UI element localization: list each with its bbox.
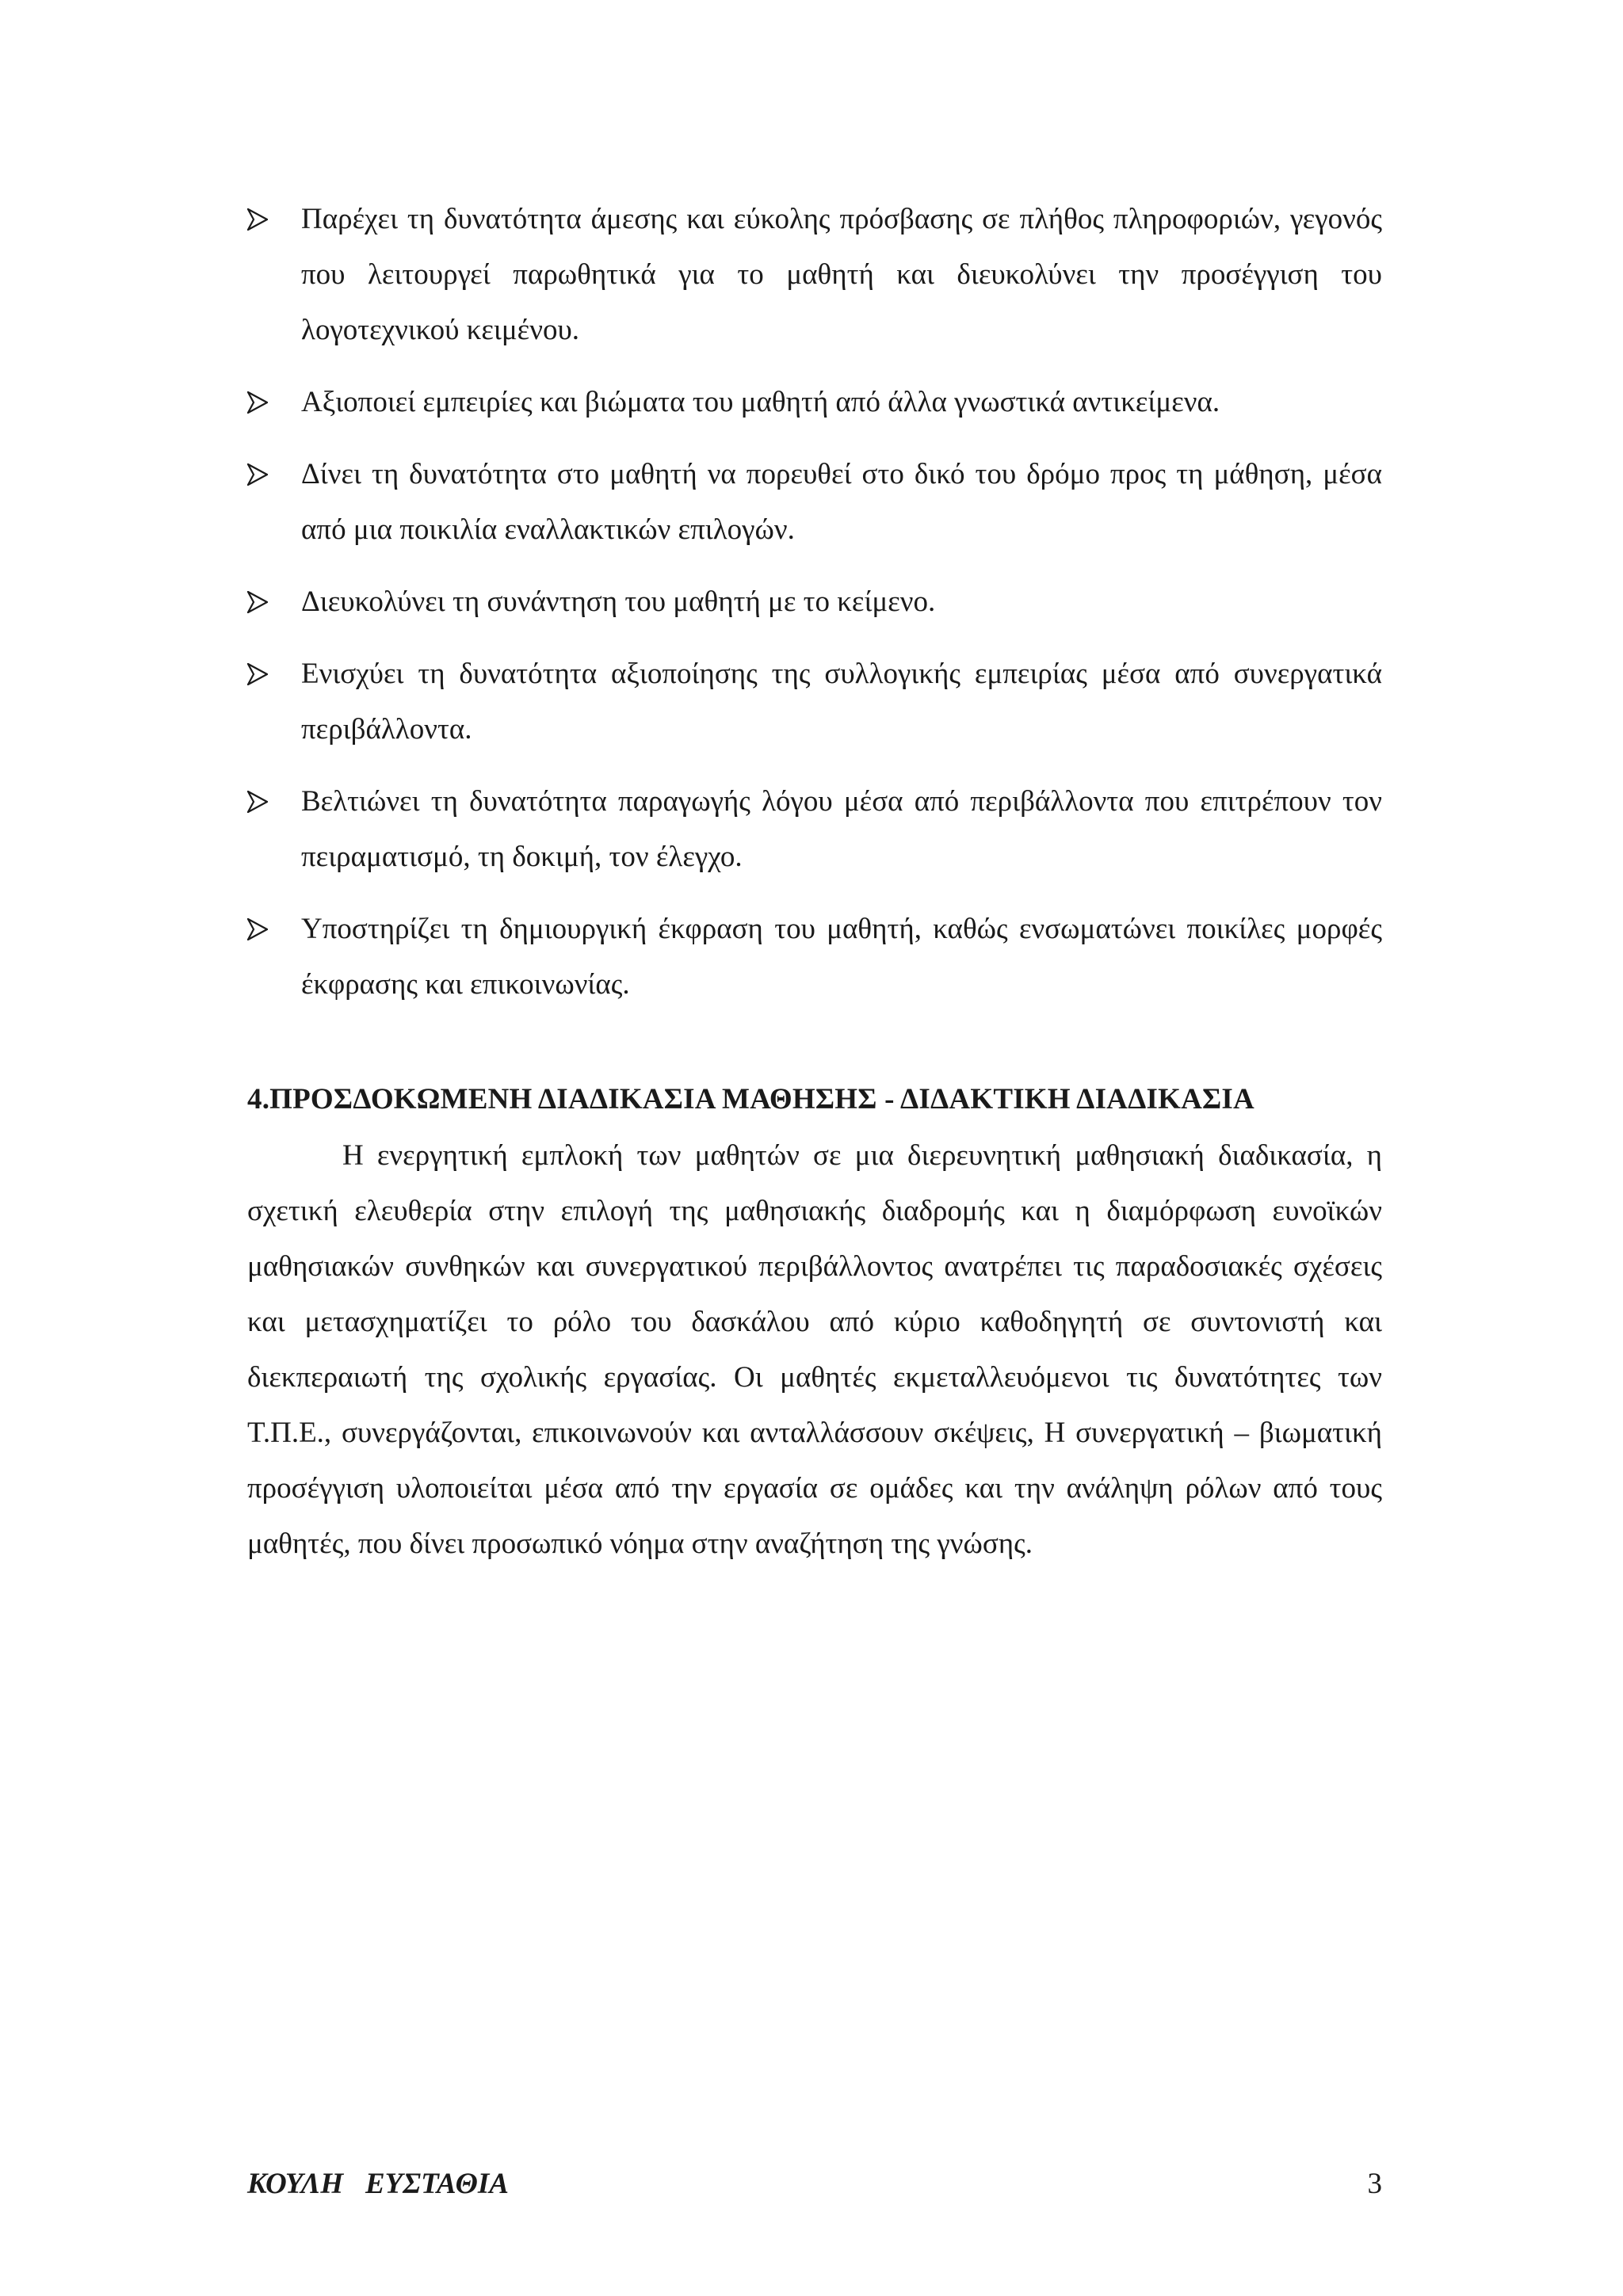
page-number: 3 <box>1367 2168 1382 2200</box>
bullet-list <box>247 192 1382 1029</box>
list-item <box>247 774 1382 885</box>
section-expected-learning-process <box>247 1077 1382 1572</box>
list-item <box>247 902 1382 1013</box>
list-item-text: Αξιοποιεί εμπειρίες και βιώματα του μαθητή από άλλα γνωστικά αντικείμενα. <box>301 386 1220 418</box>
arrowhead-bullet-icon <box>247 208 268 231</box>
list-item-text: Διευκολύνει τη συνάντηση του μαθητή με το κείμενο. <box>301 585 936 618</box>
section-paragraph: Η ενεργητική εμπλοκή των μαθητών σε μια διερευνητική μαθησιακή διαδικασία, η σχετική ελευθερία στην επιλογή της μαθησιακής διαδρομής και η διαμόρφωση ευνοϊκών μαθησιακών συνθηκών και συνεργατικού περιβάλλοντος ανατρέπει τις παραδοσιακές σχέσεις και μετασχηματίζει το ρόλο του δασκάλου από κύριο καθοδηγητή σε συντονιστή και διεκπεραιωτή της σχολικής εργασίας. Οι μαθητές εκμεταλλευόμενοι τις δυνατότητες των Τ.Π.Ε., συνεργάζονται, επικοινωνούν και ανταλλάσσουν σκέψεις, Η συνεργατική – βιωματική προσέγγιση υλοποιείται μέσα από την εργασία σε ομάδες και την ανάληψη ρόλων από τους μαθητές, που δίνει προσωπικό νόημα στην αναζήτηση της γνώσης. <box>247 1139 1382 1560</box>
list-item <box>247 192 1382 358</box>
arrowhead-bullet-icon <box>247 591 268 613</box>
list-item-text: Υποστηρίζει τη δημιουργική έκφραση του μαθητή, καθώς ενσωματώνει ποικίλες μορφές έκφρασης και επικοινωνίας. <box>301 913 1382 1001</box>
list-item <box>247 447 1382 558</box>
footer-author: ΚΟΥΛΗ ΕΥΣΤΑΘΙΑ <box>247 2168 509 2200</box>
list-item-text: Ενισχύει τη δυνατότητα αξιοποίησης της συλλογικής εμπειρίας μέσα από συνεργατικά περιβάλλοντα. <box>301 658 1382 746</box>
list-item-text: Παρέχει τη δυνατότητα άμεσης και εύκολης πρόσβασης σε πλήθος πληροφοριών, γεγονός που λειτουργεί παρωθητικά για το μαθητή και διευκολύνει την προσέγγιση του λογοτεχνικού κειμένου. <box>301 203 1382 346</box>
list-item-text: Δίνει τη δυνατότητα στο μαθητή να πορευθεί στο δικό του δρόμο προς τη μάθηση, μέσα από μια ποικιλία εναλλακτικών επιλογών. <box>301 458 1382 546</box>
list-item <box>247 375 1382 430</box>
arrowhead-bullet-icon <box>247 791 268 813</box>
list-item <box>247 646 1382 757</box>
list-item <box>247 574 1382 630</box>
arrowhead-bullet-icon <box>247 391 268 414</box>
page-footer <box>247 2164 1382 2204</box>
arrowhead-bullet-icon <box>247 463 268 486</box>
arrowhead-bullet-icon <box>247 918 268 940</box>
arrowhead-bullet-icon <box>247 663 268 685</box>
section-heading: 4.ΠΡΟΣΔΟΚΩΜΕΝΗ ΔΙΑΔΙΚΑΣΙΑ ΜΑΘΗΣΗΣ - ΔΙΔΑΚΤΙΚΗ ΔΙΑΔΙΚΑΣΙΑ <box>247 1083 1254 1116</box>
list-item-text: Βελτιώνει τη δυνατότητα παραγωγής λόγου μέσα από περιβάλλοντα που επιτρέπουν τον πειραματισμό, τη δοκιμή, τον έλεγχο. <box>301 785 1382 873</box>
